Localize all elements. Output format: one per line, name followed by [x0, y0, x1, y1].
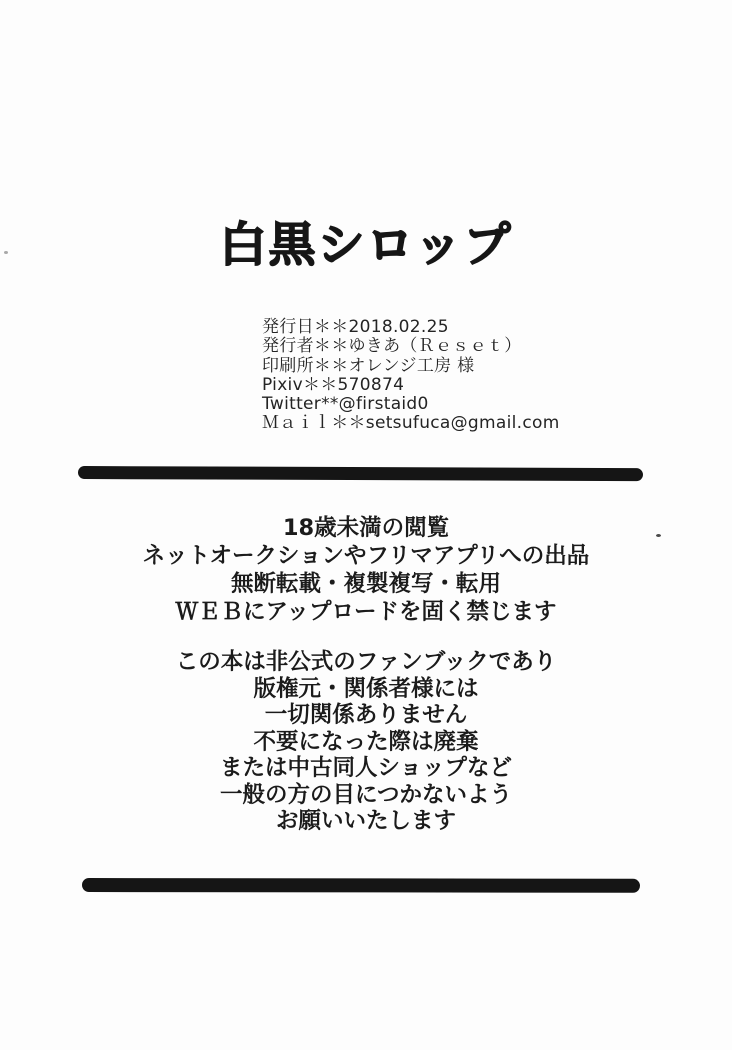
disclaimer-line-public: 一般の方の目につかないよう	[219, 781, 513, 808]
colophon-line-publish-date: 発行日＊＊2018.02.25	[262, 317, 449, 337]
colophon-line-printer: 印刷所＊＊オレンジ工房 様	[262, 355, 475, 376]
colophon-block	[262, 318, 560, 434]
colophon-line-mail: Ｍａｉｌ＊＊setsufuca@gmail.com	[262, 413, 560, 434]
restriction-line-upload: ＷＥＢにアップロードを固く禁じます	[175, 599, 557, 625]
disclaimer-block	[0, 649, 732, 835]
scan-speck	[656, 534, 661, 537]
colophon-line-twitter: Twitter**@firstaid0	[262, 394, 429, 415]
divider-rule-bottom	[82, 878, 640, 893]
disclaimer-line-usedshop: または中古同人ショップなど	[219, 755, 513, 781]
restriction-line-auction: ネットオークションやフリマアプリへの出品	[142, 543, 590, 569]
colophon-line-publisher: 発行者＊＊ゆきあ（Ｒｅｓｅｔ）	[262, 336, 522, 357]
disclaimer-line-norelation: 一切関係ありません	[264, 702, 468, 728]
scan-speck	[4, 251, 8, 254]
page-title: 白黒シロップ	[219, 218, 513, 273]
disclaimer-line-rights: 版権元・関係者様には	[253, 675, 479, 702]
disclaimer-line-please: お願いいたします	[275, 808, 456, 834]
disclaimer-line-disposal: 不要になった際は廃棄	[253, 728, 479, 755]
disclaimer-line-unofficial: この本は非公式のファンブックであり	[175, 649, 557, 675]
restriction-line-age: 18歳未満の閲覧	[282, 515, 450, 541]
restrictions-block	[0, 514, 732, 626]
divider-rule-top	[78, 466, 643, 481]
restriction-line-reprint: 無断転載・複製複写・転用	[230, 571, 501, 597]
colophon-line-pixiv: Pixiv＊＊570874	[262, 374, 405, 395]
